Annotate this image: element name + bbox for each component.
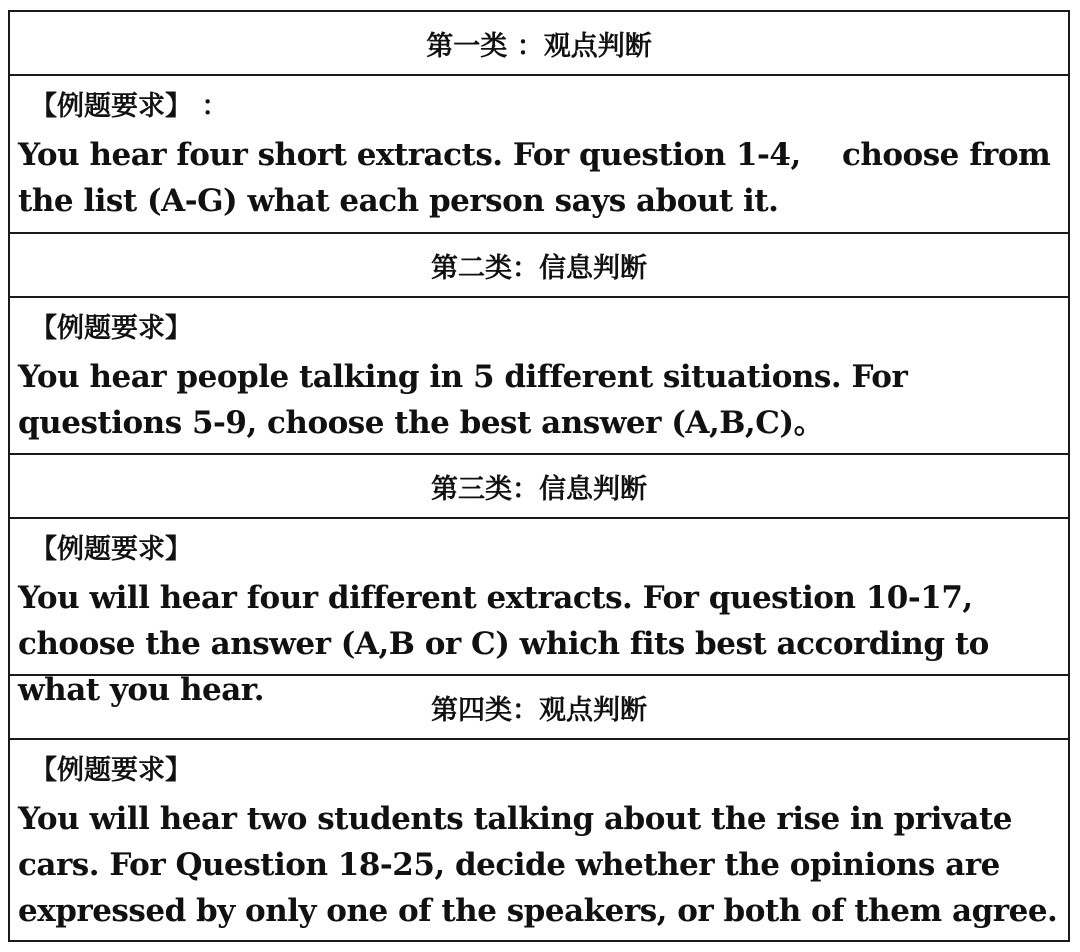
section-2-requirement-text: You hear people talking in 5 different situations. For questions 5-9, choose the best answer (A,B,C)。	[18, 359, 918, 441]
section-1-content	[10, 76, 1068, 234]
section-1-title: 第一类 ：观点判断	[10, 12, 1068, 76]
section-3-title: 第三类：信息判断	[10, 455, 1068, 519]
section-1-requirement-text: You hear four short extracts. For question 1-4, choose from the list (A-G) what each person says about it.	[18, 137, 1061, 219]
section-3-requirement-text: You will hear four different extracts. For question 10-17, choose the answer (A,B or C) which fits best according to what you hear.	[18, 580, 1000, 708]
section-2-content	[10, 298, 1068, 455]
section-4-requirement-label: 【例题要求】	[30, 755, 192, 786]
section-4-content	[10, 740, 1068, 940]
section-2-requirement-label: 【例题要求】	[30, 313, 192, 344]
section-1-requirement-label: 【例题要求】 ：	[30, 91, 229, 122]
section-4-title: 第四类：观点判断	[10, 676, 1068, 740]
section-4-requirement-text: You will hear two students talking about the rise in private cars. For Question 18-25, decide whether the opinions are expressed by only one of the speakers, or both of them agree.	[18, 801, 1058, 929]
section-2-title: 第二类：信息判断	[10, 234, 1068, 298]
listening-question-types-table	[8, 10, 1070, 942]
section-3-content	[10, 519, 1068, 708]
section-3-requirement-label: 【例题要求】	[30, 534, 192, 565]
